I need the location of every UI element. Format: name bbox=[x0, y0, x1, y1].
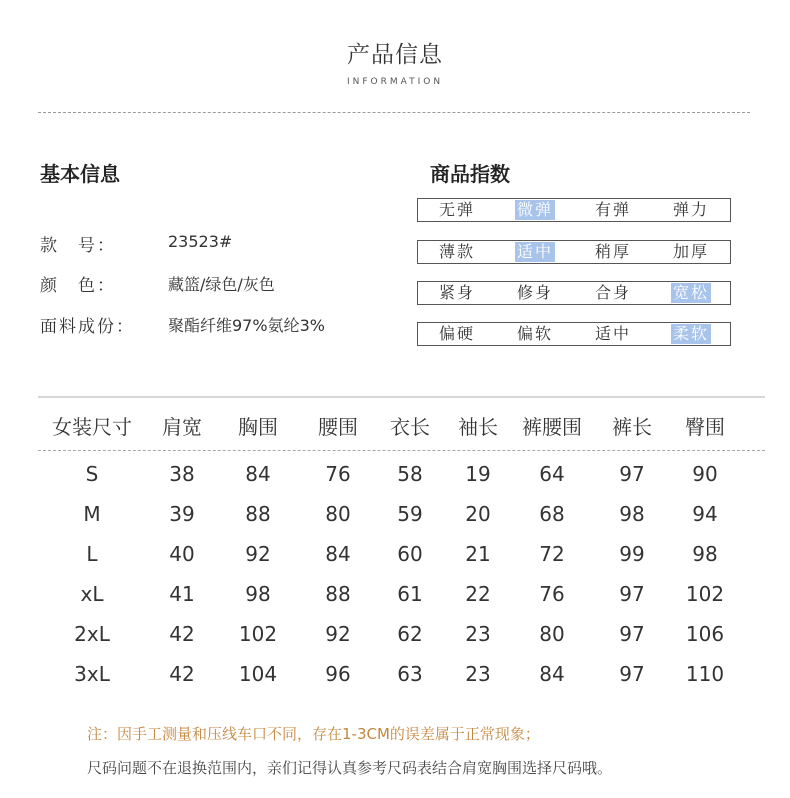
index-option-selected: 柔软 bbox=[672, 324, 709, 343]
softness-row bbox=[417, 322, 731, 346]
table-cell: 68 bbox=[539, 502, 565, 526]
index-option: 修身 bbox=[516, 283, 553, 302]
table-cell: 76 bbox=[539, 582, 565, 606]
table-cell: 104 bbox=[238, 662, 278, 686]
table-cell: 98 bbox=[245, 582, 271, 606]
table-cell: 19 bbox=[465, 462, 491, 486]
fabric-label: 面料成份： bbox=[40, 317, 135, 337]
thickness-row bbox=[417, 240, 731, 264]
table-cell: 97 bbox=[619, 662, 645, 686]
style-number-value: 23523# bbox=[168, 232, 233, 251]
column-header: 袖长 bbox=[458, 415, 498, 439]
return-policy-note: 尺码问题不在退换范围内，亲们记得认真参考尺码表结合肩宽胸围选择尺码哦。 bbox=[87, 759, 613, 777]
table-cell: 58 bbox=[397, 462, 423, 486]
table-cell: 102 bbox=[238, 622, 278, 646]
table-header-divider bbox=[38, 450, 765, 451]
column-header: 腰围 bbox=[318, 415, 358, 439]
index-option: 偏软 bbox=[516, 324, 553, 343]
table-cell: 110 bbox=[685, 662, 725, 686]
table-cell: 92 bbox=[245, 542, 271, 566]
column-header: 裤腰围 bbox=[522, 415, 582, 439]
table-cell: 97 bbox=[619, 462, 645, 486]
table-cell: 62 bbox=[397, 622, 423, 646]
table-cell: 94 bbox=[692, 502, 718, 526]
table-cell: 80 bbox=[325, 502, 351, 526]
column-header: 肩宽 bbox=[162, 415, 202, 439]
table-cell: 98 bbox=[619, 502, 645, 526]
table-cell: 21 bbox=[465, 542, 491, 566]
table-cell: 22 bbox=[465, 582, 491, 606]
product-index-heading: 商品指数 bbox=[430, 162, 510, 186]
index-option: 无弹 bbox=[438, 200, 475, 219]
table-cell: 88 bbox=[325, 582, 351, 606]
table-cell: 39 bbox=[169, 502, 195, 526]
index-option: 弹力 bbox=[672, 200, 709, 219]
table-cell: 42 bbox=[169, 662, 195, 686]
table-cell: 102 bbox=[685, 582, 725, 606]
size-cell: 2xL bbox=[74, 622, 110, 646]
table-cell: 84 bbox=[325, 542, 351, 566]
table-row bbox=[40, 536, 770, 572]
table-row bbox=[40, 616, 770, 652]
index-option: 稍厚 bbox=[594, 242, 631, 261]
page-title: 产品信息 bbox=[347, 42, 443, 68]
table-cell: 64 bbox=[539, 462, 565, 486]
table-cell: 72 bbox=[539, 542, 565, 566]
header-divider bbox=[38, 112, 750, 113]
column-header: 臀围 bbox=[685, 415, 725, 439]
table-cell: 60 bbox=[397, 542, 423, 566]
table-cell: 84 bbox=[539, 662, 565, 686]
index-option: 加厚 bbox=[672, 242, 709, 261]
table-cell: 76 bbox=[325, 462, 351, 486]
elasticity-row bbox=[417, 198, 731, 222]
size-cell: 3xL bbox=[74, 662, 110, 686]
basic-info-heading: 基本信息 bbox=[40, 162, 120, 186]
table-cell: 23 bbox=[465, 622, 491, 646]
color-label: 颜 色： bbox=[40, 276, 116, 296]
index-option-selected: 微弹 bbox=[516, 200, 553, 219]
table-cell: 23 bbox=[465, 662, 491, 686]
table-cell: 99 bbox=[619, 542, 645, 566]
table-cell: 88 bbox=[245, 502, 271, 526]
index-option: 有弹 bbox=[594, 200, 631, 219]
size-cell: xL bbox=[80, 582, 104, 606]
table-top-divider bbox=[38, 396, 765, 398]
table-cell: 20 bbox=[465, 502, 491, 526]
color-value: 藏篮/绿色/灰色 bbox=[168, 275, 275, 294]
table-cell: 80 bbox=[539, 622, 565, 646]
size-cell: M bbox=[83, 502, 101, 526]
table-cell: 97 bbox=[619, 582, 645, 606]
table-cell: 59 bbox=[397, 502, 423, 526]
index-option-selected: 适中 bbox=[516, 242, 553, 261]
table-cell: 92 bbox=[325, 622, 351, 646]
index-option: 适中 bbox=[594, 324, 631, 343]
index-option-selected: 宽松 bbox=[672, 283, 709, 302]
table-cell: 40 bbox=[169, 542, 195, 566]
measurement-note: 注：因手工测量和压线车口不同，存在1-3CM的误差属于正常现象； bbox=[87, 725, 540, 743]
table-cell: 90 bbox=[692, 462, 718, 486]
table-row bbox=[40, 496, 770, 532]
table-row bbox=[40, 456, 770, 492]
style-number-label: 款 号： bbox=[40, 236, 116, 256]
column-header: 胸围 bbox=[238, 415, 278, 439]
table-cell: 98 bbox=[692, 542, 718, 566]
table-cell: 42 bbox=[169, 622, 195, 646]
table-cell: 38 bbox=[169, 462, 195, 486]
column-header: 女装尺寸 bbox=[52, 415, 132, 439]
table-cell: 63 bbox=[397, 662, 423, 686]
index-option: 紧身 bbox=[438, 283, 475, 302]
table-header-row bbox=[40, 409, 770, 445]
fit-row bbox=[417, 281, 731, 305]
table-cell: 97 bbox=[619, 622, 645, 646]
index-option: 合身 bbox=[594, 283, 631, 302]
size-cell: S bbox=[85, 462, 99, 486]
table-row bbox=[40, 576, 770, 612]
table-cell: 61 bbox=[397, 582, 423, 606]
table-cell: 84 bbox=[245, 462, 271, 486]
size-cell: L bbox=[86, 542, 98, 566]
index-option: 薄款 bbox=[438, 242, 475, 261]
index-option: 偏硬 bbox=[438, 324, 475, 343]
table-row bbox=[40, 656, 770, 692]
fabric-value: 聚酯纤维97%氨纶3% bbox=[168, 316, 325, 335]
column-header: 衣长 bbox=[390, 415, 430, 439]
page-subtitle: INFORMATION bbox=[346, 77, 444, 87]
table-cell: 41 bbox=[169, 582, 195, 606]
column-header: 裤长 bbox=[612, 415, 652, 439]
table-cell: 106 bbox=[685, 622, 725, 646]
table-cell: 96 bbox=[325, 662, 351, 686]
